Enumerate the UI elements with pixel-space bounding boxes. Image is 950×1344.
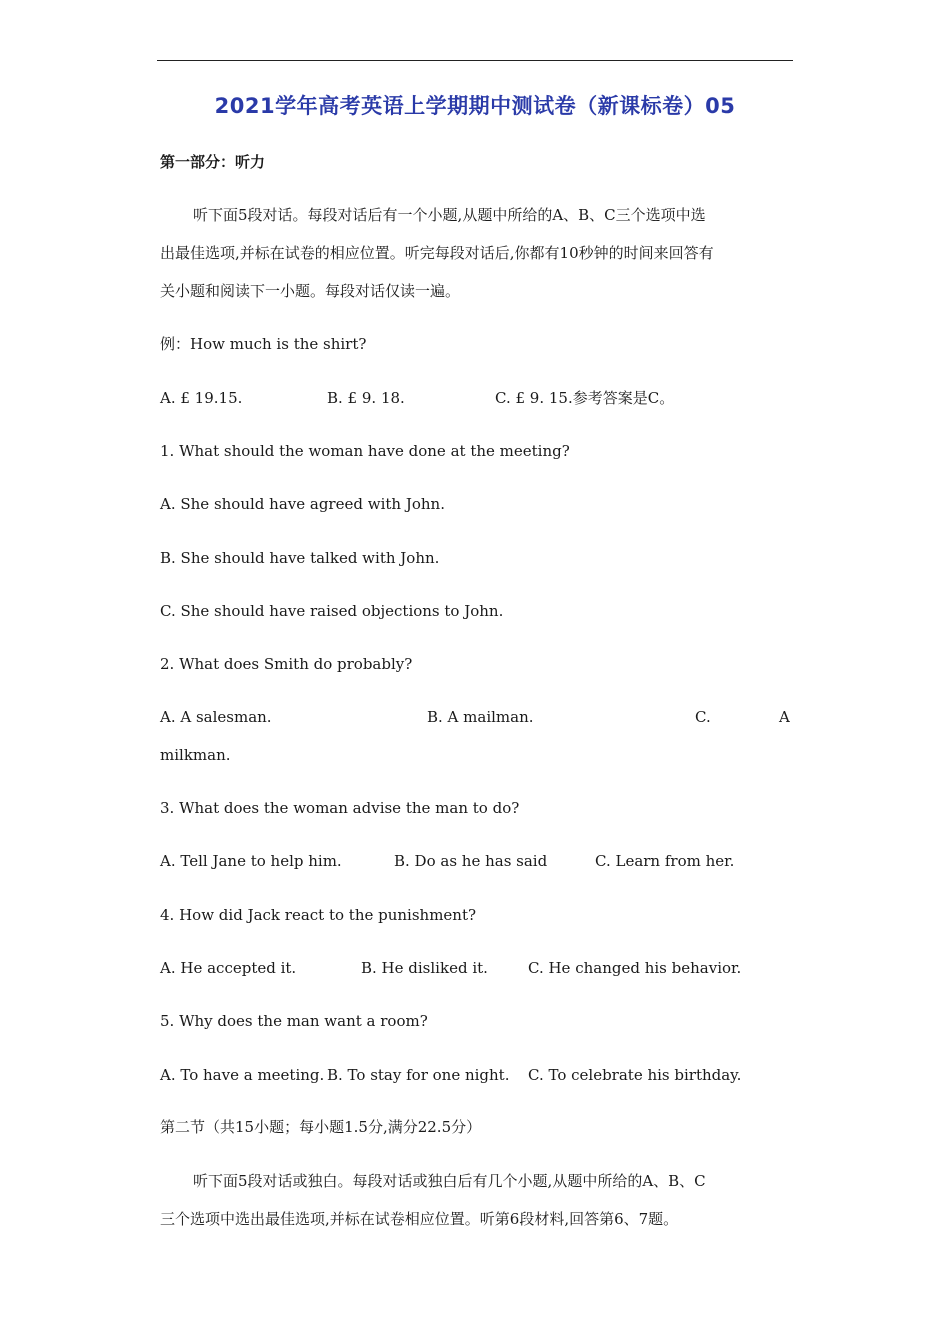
part1-heading: 第一部分：听力: [160, 153, 266, 171]
question-5: 5. Why does the man want a room?: [160, 1012, 428, 1030]
question-4-option-a: A. He accepted it.: [160, 959, 297, 977]
example-option-b: B. £ 9. 18.: [327, 389, 405, 407]
question-5-option-c: C. To celebrate his birthday.: [528, 1066, 742, 1084]
question-2-option-b: B. A mailman.: [427, 708, 534, 726]
page-title: 2021学年高考英语上学期期中测试卷（新课标卷）05: [214, 94, 736, 118]
question-1: 1. What should the woman have done at the meeting?: [160, 442, 570, 460]
question-5-option-a: A. To have a meeting.: [160, 1066, 325, 1084]
question-2-option-c-label: C.: [695, 708, 711, 726]
question-2-option-c-article: A: [779, 708, 790, 726]
section2-intro-line-1: 听下面5段对话或独白。每段对话或独白后有几个小题,从题中所给的A、B、C: [193, 1172, 706, 1190]
question-3-option-c: C. Learn from her.: [595, 852, 735, 870]
part1-intro-line-1: 听下面5段对话。每段对话后有一个小题,从题中所给的A、B、C三个选项中选: [193, 206, 706, 224]
example-option-c: C. £ 9. 15.参考答案是C。: [495, 389, 675, 407]
question-5-option-b: B. To stay for one night.: [327, 1066, 510, 1084]
question-3-option-a: A. Tell Jane to help him.: [160, 852, 342, 870]
question-2-option-c-text: milkman.: [160, 746, 231, 764]
question-1-option-c: C. She should have raised objections to John.: [160, 602, 504, 620]
question-1-option-b: B. She should have talked with John.: [160, 549, 440, 567]
part1-intro-line-2: 出最佳选项,并标在试卷的相应位置。听完每段对话后,你都有10秒钟的时间来回答有: [160, 244, 714, 262]
question-3: 3. What does the woman advise the man to do?: [160, 799, 520, 817]
example-option-a: A. £ 19.15.: [160, 389, 243, 407]
question-3-option-b: B. Do as he has said: [394, 852, 548, 870]
part1-intro-line-3: 关小题和阅读下一小题。每段对话仅读一遍。: [160, 282, 461, 300]
question-4: 4. How did Jack react to the punishment?: [160, 906, 477, 924]
question-2-option-a: A. A salesman.: [160, 708, 272, 726]
header-rule: [157, 60, 793, 61]
question-4-option-b: B. He disliked it.: [361, 959, 488, 977]
question-4-option-c: C. He changed his behavior.: [528, 959, 742, 977]
question-1-option-a: A. She should have agreed with John.: [160, 495, 445, 513]
section2-intro-line-2: 三个选项中选出最佳选项,并标在试卷相应位置。听第6段材料,回答第6、7题。: [160, 1210, 679, 1228]
example-question: 例：How much is the shirt?: [160, 335, 367, 353]
section2-heading: 第二节（共15小题；每小题1.5分,满分22.5分）: [160, 1118, 482, 1136]
question-2: 2. What does Smith do probably?: [160, 655, 413, 673]
